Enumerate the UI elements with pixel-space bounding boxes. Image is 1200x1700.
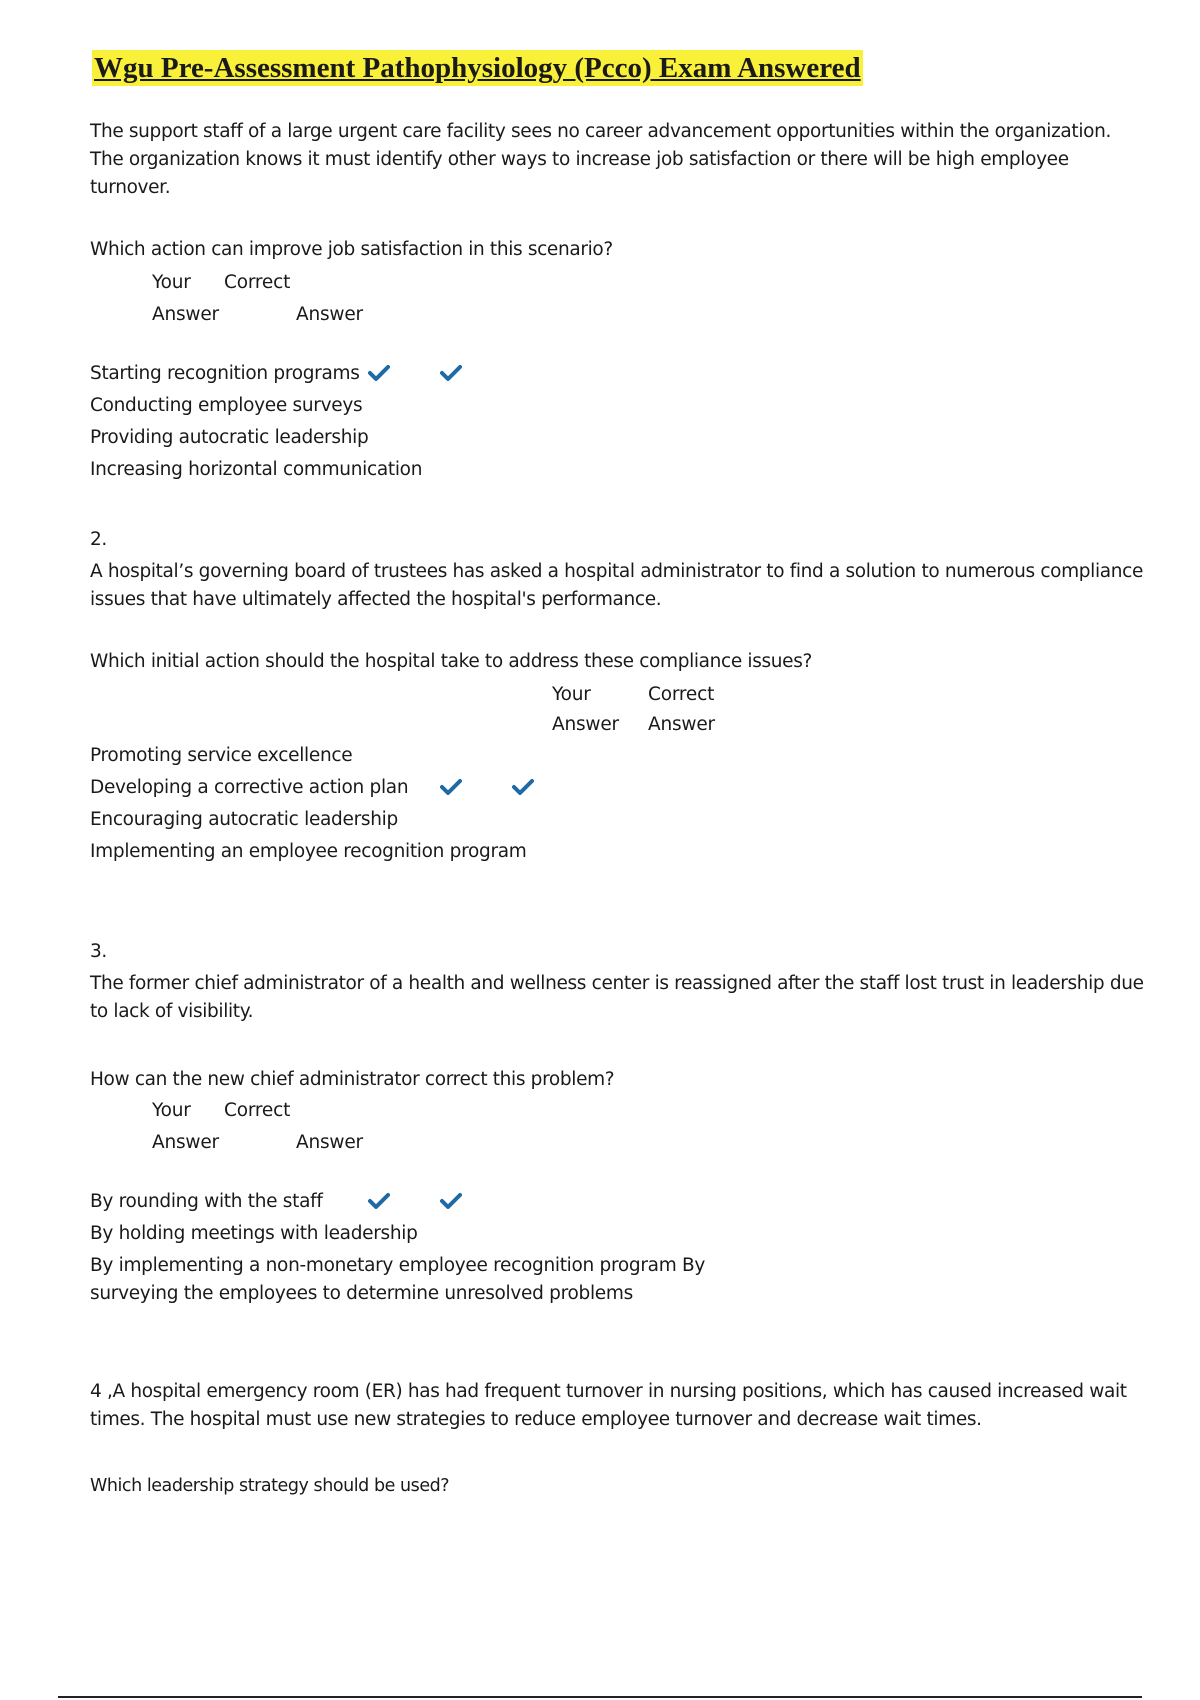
q4-scenario-line-2: times. The hospital must use new strategies to reduce employee turnover and decrease wait times. [90, 1409, 982, 1430]
q1-correct-answer-header: Answer [296, 304, 363, 325]
q1-option-4: Increasing horizontal communication [90, 459, 423, 480]
q3-option-3: By implementing a non-monetary employee recognition program By [90, 1255, 706, 1276]
q3-your-header: Your [152, 1100, 191, 1121]
correct-answer-check-icon [440, 364, 462, 382]
page-bottom-rule [58, 1696, 1142, 1698]
q2-option-3: Encouraging autocratic leadership [90, 809, 398, 830]
q2-option-2: Developing a corrective action plan [90, 777, 409, 798]
q1-scenario-line-1: The support staff of a large urgent care facility sees no career advancement opportunities within the organization. [90, 121, 1111, 142]
q2-your-header: Your [552, 684, 591, 705]
your-answer-check-icon [368, 364, 390, 382]
q3-option-1: By rounding with the staff [90, 1191, 323, 1212]
q3-question: How can the new chief administrator correct this problem? [90, 1069, 615, 1090]
q1-your-answer-header: Answer [152, 304, 219, 325]
q1-scenario-line-2: The organization knows it must identify other ways to increase job satisfaction or there will be high employee [90, 149, 1069, 170]
q3-your-answer-header: Answer [152, 1132, 219, 1153]
q1-question: Which action can improve job satisfaction in this scenario? [90, 239, 613, 260]
q2-correct-answer-header: Answer [648, 714, 715, 735]
q1-correct-header: Correct [224, 272, 291, 293]
q3-option-4: surveying the employees to determine unresolved problems [90, 1283, 633, 1304]
q2-your-answer-header: Answer [552, 714, 619, 735]
q4-question: Which leadership strategy should be used? [90, 1476, 450, 1496]
your-answer-check-icon [440, 778, 462, 796]
q2-number: 2. [90, 529, 107, 550]
q3-correct-answer-header: Answer [296, 1132, 363, 1153]
q3-correct-header: Correct [224, 1100, 291, 1121]
q1-option-2: Conducting employee surveys [90, 395, 363, 416]
q3-scenario-line-2: to lack of visibility. [90, 1001, 254, 1022]
q2-correct-header: Correct [648, 684, 715, 705]
q1-option-1: Starting recognition programs [90, 363, 360, 384]
q2-scenario-line-2: issues that have ultimately affected the hospital's performance. [90, 589, 662, 610]
q3-option-2: By holding meetings with leadership [90, 1223, 418, 1244]
q1-option-3: Providing autocratic leadership [90, 427, 369, 448]
q3-scenario-line-1: The former chief administrator of a health and wellness center is reassigned after the staff lost trust in leadership due [90, 973, 1144, 994]
correct-answer-check-icon [440, 1192, 462, 1210]
q3-number: 3. [90, 941, 107, 962]
your-answer-check-icon [368, 1192, 390, 1210]
correct-answer-check-icon [512, 778, 534, 796]
q2-scenario-line-1: A hospital’s governing board of trustees has asked a hospital administrator to find a solution to numerous compliance [90, 561, 1143, 582]
q1-your-header: Your [152, 272, 191, 293]
q2-option-4: Implementing an employee recognition program [90, 841, 527, 862]
q1-scenario-line-3: turnover. [90, 177, 171, 198]
q2-option-1: Promoting service excellence [90, 745, 353, 766]
q4-scenario-line-1: 4 ,A hospital emergency room (ER) has had frequent turnover in nursing positions, which has caused increased wait [90, 1381, 1127, 1402]
document-title: Wgu Pre-Assessment Pathophysiology (Pcco) Exam Answered [94, 52, 861, 84]
q2-question: Which initial action should the hospital take to address these compliance issues? [90, 651, 812, 672]
